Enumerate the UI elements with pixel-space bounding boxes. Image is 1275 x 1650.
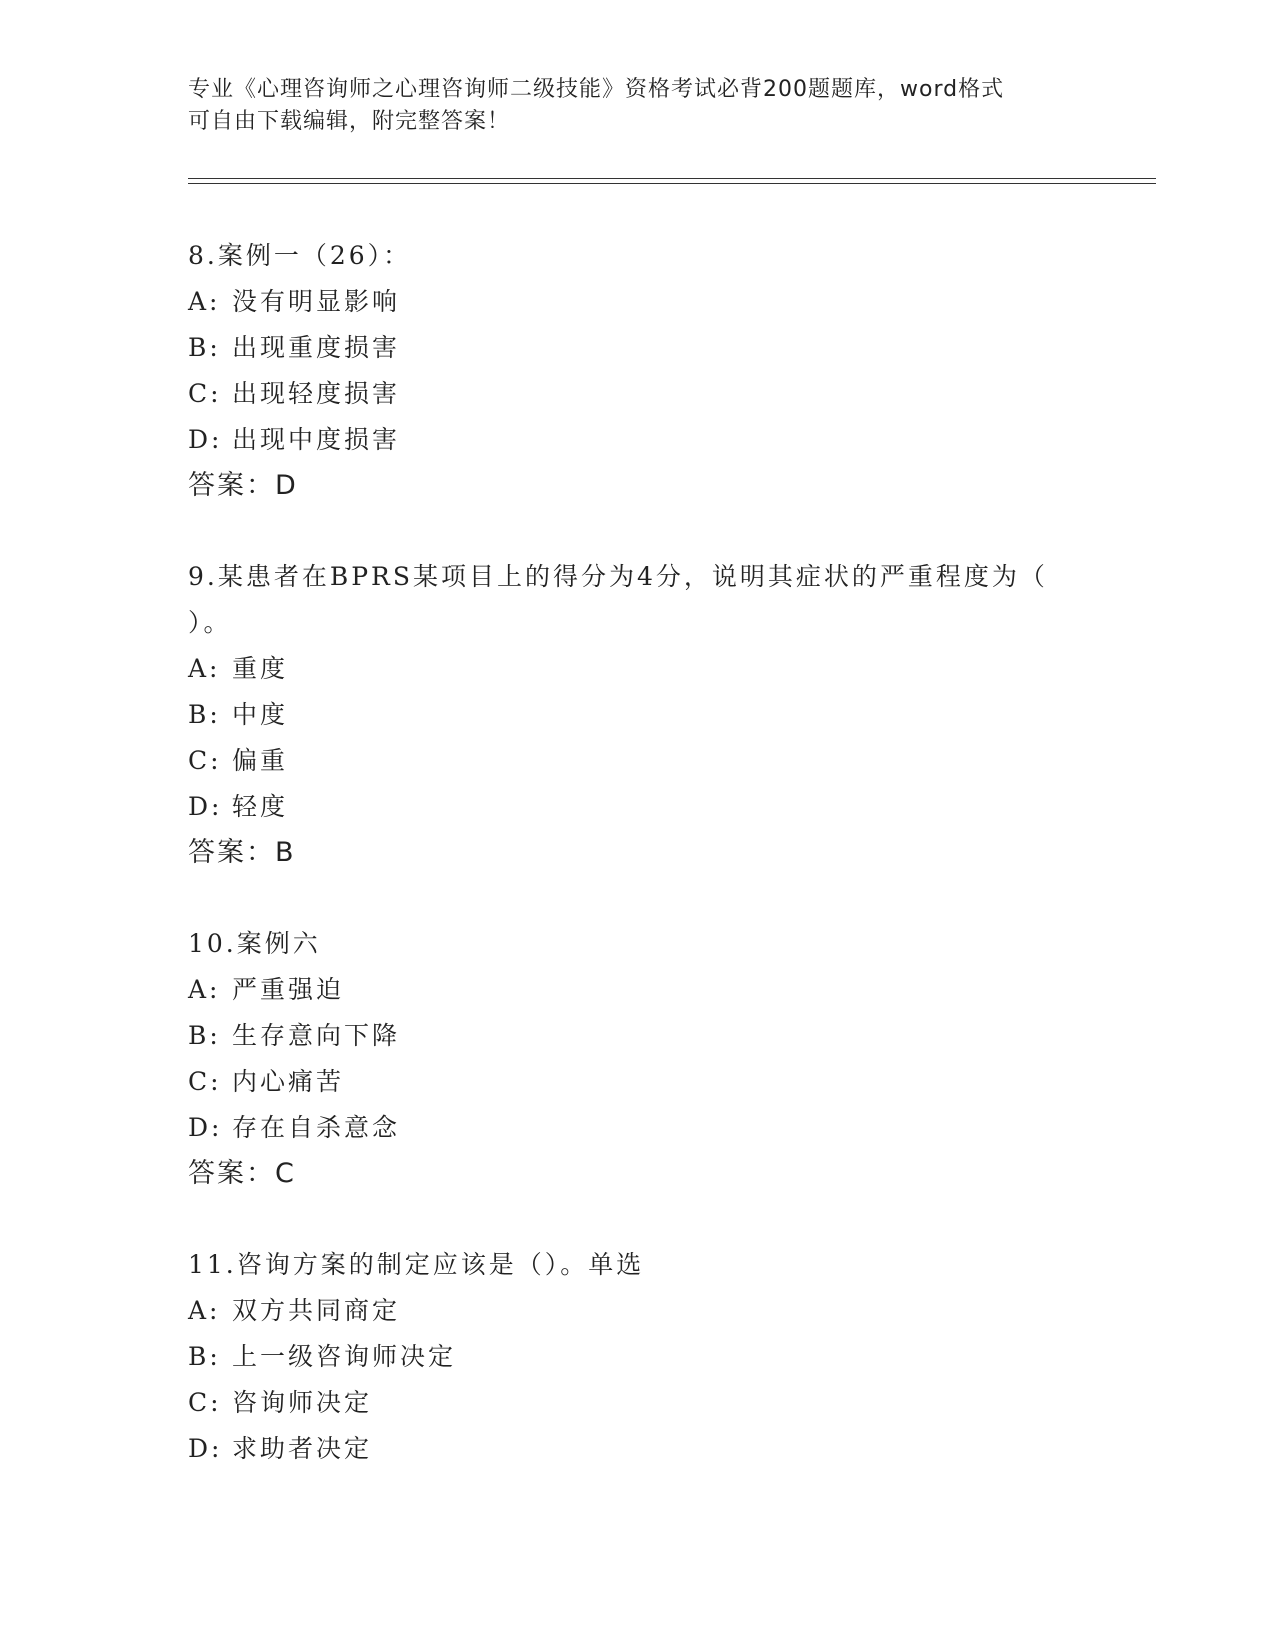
option-text: 上一级咨询师决定 <box>232 1342 457 1371</box>
question-item <box>188 233 1088 509</box>
question-text-continued: ）。 <box>188 608 232 637</box>
answer-text: 答案：D <box>188 470 298 501</box>
option-text: 没有明显影响 <box>232 287 401 316</box>
question-item <box>188 1242 1088 1472</box>
option-letter: C: <box>188 379 222 408</box>
option-text: 轻度 <box>232 792 289 821</box>
option-letter: B: <box>188 700 221 729</box>
option-a <box>188 1288 1088 1334</box>
option-letter: A: <box>188 975 221 1004</box>
option-letter: A: <box>188 287 221 316</box>
option-text: 中度 <box>232 700 289 729</box>
option-letter: D: <box>188 1434 223 1463</box>
option-d <box>188 1105 1088 1151</box>
option-letter: C: <box>188 1388 222 1417</box>
question-text: 11.咨询方案的制定应该是（）。单选 <box>188 1250 645 1279</box>
answer-text: 答案：C <box>188 1158 296 1189</box>
option-letter: B: <box>188 333 221 362</box>
option-c <box>188 1059 1088 1105</box>
option-letter: D: <box>188 425 223 454</box>
option-text: 双方共同商定 <box>232 1296 401 1325</box>
option-text: 存在自杀意念 <box>232 1113 401 1142</box>
option-a <box>188 646 1088 692</box>
header-divider-top <box>188 178 1156 179</box>
question-text: 8.案例一（26）： <box>188 241 412 270</box>
question-text: 10.案例六 <box>188 929 321 958</box>
option-b <box>188 692 1088 738</box>
option-d <box>188 1426 1088 1472</box>
option-text: 生存意向下降 <box>232 1021 401 1050</box>
answer-text: 答案：B <box>188 837 296 868</box>
option-d <box>188 417 1088 463</box>
option-b <box>188 1013 1088 1059</box>
option-letter: D: <box>188 792 223 821</box>
option-text: 出现中度损害 <box>232 425 401 454</box>
option-c <box>188 1380 1088 1426</box>
option-c <box>188 738 1088 784</box>
option-b <box>188 1334 1088 1380</box>
option-text: 出现重度损害 <box>232 333 401 362</box>
document-header <box>188 74 1088 138</box>
option-letter: C: <box>188 746 222 775</box>
option-letter: B: <box>188 1021 221 1050</box>
option-text: 出现轻度损害 <box>232 379 401 408</box>
option-text: 内心痛苦 <box>232 1067 345 1096</box>
question-list <box>188 233 1088 1517</box>
option-letter: D: <box>188 1113 223 1142</box>
option-letter: A: <box>188 1296 221 1325</box>
option-a <box>188 279 1088 325</box>
option-letter: B: <box>188 1342 221 1371</box>
option-d <box>188 784 1088 830</box>
question-text: 9.某患者在BPRS某项目上的得分为4分，说明其症状的严重程度为（ <box>188 562 1048 591</box>
option-b <box>188 325 1088 371</box>
question-item <box>188 921 1088 1197</box>
header-line-1: 专业《心理咨询师之心理咨询师二级技能》资格考试必背200题题库，word格式 <box>188 77 1005 102</box>
header-line-2: 可自由下载编辑，附完整答案！ <box>188 109 511 134</box>
option-letter: C: <box>188 1067 222 1096</box>
option-letter: A: <box>188 654 221 683</box>
option-text: 求助者决定 <box>232 1434 373 1463</box>
option-text: 重度 <box>232 654 289 683</box>
option-text: 严重强迫 <box>232 975 345 1004</box>
option-a <box>188 967 1088 1013</box>
header-divider-bottom <box>188 183 1156 184</box>
option-c <box>188 371 1088 417</box>
option-text: 偏重 <box>232 746 289 775</box>
question-item <box>188 554 1088 876</box>
option-text: 咨询师决定 <box>232 1388 373 1417</box>
